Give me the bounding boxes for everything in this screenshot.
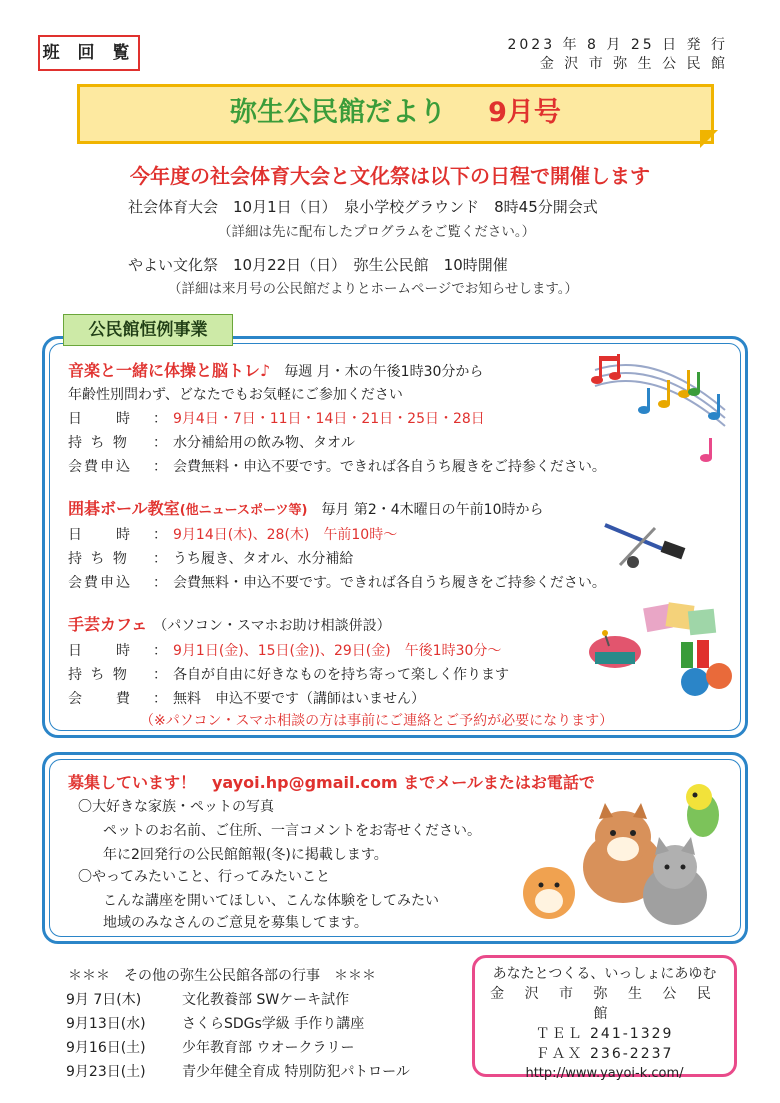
circulation-stamp: 班 回 覧 (38, 35, 140, 71)
section-craft-row: 持 ち 物 ： 各自が自由に好きなものを持ち寄って楽しく作ります (68, 667, 509, 683)
newsletter-issue: 9月号 (488, 97, 561, 128)
music-notes-icon (585, 350, 735, 465)
event-sports-day: 社会体育大会 10月1日（日） 泉小学校グラウンド 8時45分開会式 (128, 198, 598, 216)
recruitment-line: 年に2回発行の公民館館報(冬)に掲載します。 (103, 847, 388, 863)
section-craft-subtitle: （パソコン・スマホお助け相談併設） (153, 618, 391, 634)
event-culture-note: （詳細は来月号の公民館だよりとホームページでお知らせします。） (168, 281, 578, 297)
recruitment-line: 〇大好きな家族・ペットの写真 (78, 799, 274, 815)
event-sports-note: （詳細は先に配布したプログラムをご覧ください。） (218, 224, 536, 240)
newsletter-title (77, 84, 714, 144)
recruitment-line: 地域のみなさんのご意見を募集してます。 (103, 915, 368, 931)
section-exercise-note: 年齢性別問わず、どなたでもお気軽にご参加ください (68, 387, 403, 403)
section-exercise-title: 音楽と一緒に体操と脳トレ♪ (68, 361, 271, 380)
recruitment-line: こんな講座を開いてほしい、こんな体験をしてみたい (103, 893, 439, 909)
recruitment-title: 募集しています！ yayoi.hp@gmail.com までメールまたはお電話で (68, 773, 595, 792)
section-craft-footnote: （※パソコン・スマホ相談の方は事前にご連絡とご予約が必要になります） (140, 713, 614, 729)
publisher-name: 金 沢 市 弥 生 公 民 館 (539, 56, 728, 72)
section-goball-row: 会費申込 ： 会費無料・申込不要です。できれば各自うち履きをご持参ください。 (68, 575, 606, 591)
contact-tel: ＴＥＬ 241-1329 (535, 1026, 674, 1042)
craft-supplies-icon (585, 600, 735, 700)
event-culture-festival: やよい文化祭 10月22日（日） 弥生公民館 10時開催 (128, 256, 508, 274)
contact-box (472, 955, 737, 1081)
regular-events-tab: 公民館恒例事業 (63, 314, 233, 346)
recruitment-line: 〇やってみたいこと、行ってみたいこと (78, 869, 330, 885)
contact-name: 金 沢 市 弥 生 公 民 館 (490, 986, 719, 1022)
section-goball-row: 持 ち 物 ： うち履き、タオル、水分補給 (68, 551, 354, 567)
newsletter-name: 弥生公民館だより (230, 97, 447, 128)
other-events-heading: ＊＊＊ その他の弥生公民館各部の行事 ＊＊＊ (68, 968, 376, 984)
section-goball-title: 囲碁ボール教室 (68, 499, 180, 518)
other-event-item: 9月23日(土) 青少年健全育成 特別防犯パトロール (66, 1064, 410, 1080)
section-exercise-header (68, 358, 483, 381)
other-event-item: 9月13日(水) さくらSDGs学級 手作り講座 (66, 1016, 365, 1032)
section-goball-schedule: 毎月 第2・4木曜日の午前10時から (321, 502, 544, 518)
pets-icon (515, 775, 740, 935)
section-craft-header (68, 612, 391, 635)
other-event-item: 9月16日(土) 少年教育部 ウオークラリー (66, 1040, 355, 1056)
contact-url-link[interactable]: http://www.yayoi-k.com/ (525, 1066, 684, 1081)
section-craft-title: 手芸カフェ (68, 615, 148, 634)
section-goball-subtitle: (他ニュースポーツ等) (179, 503, 308, 518)
other-event-item: 9月 7日(木) 文化教養部 SWケーキ試作 (66, 992, 350, 1008)
section-goball-row: 日 時 ： 9月14日(木)、28(木) 午前10時～ (68, 527, 398, 543)
section-exercise-row: 持 ち 物 ： 水分補給用の飲み物、タオル (68, 435, 355, 451)
announcement-heading: 今年度の社会体育大会と文化祭は以下の日程で開催します (130, 164, 650, 188)
section-exercise-row: 日 時 ： 9月4日・7日・11日・14日・21日・25日・28日 (68, 411, 485, 427)
issue-info (507, 36, 728, 74)
contact-slogan: あなたとつくる、いっしょにあゆむ (492, 966, 717, 982)
issue-date: 2023 年 8 月 25 日 発 行 (507, 37, 728, 53)
title-fold-decoration (700, 130, 718, 148)
section-craft-row: 会 費 ： 無料 申込不要です（講師はいません） (68, 691, 425, 707)
section-exercise-schedule: 毎週 月・木の午後1時30分から (284, 364, 484, 380)
section-goball-header (68, 496, 544, 519)
recruitment-line: ペットのお名前、ご住所、一言コメントをお寄せください。 (103, 823, 481, 839)
section-craft-row: 日 時 ： 9月1日(金)、15日(金))、29日(金) 午後1時30分～ (68, 643, 502, 659)
contact-fax: ＦＡＸ 236-2237 (535, 1046, 674, 1062)
croquet-stick-icon (600, 520, 690, 570)
section-exercise-row: 会費申込 ： 会費無料・申込不要です。できれば各自うち履きをご持参ください。 (68, 459, 606, 475)
